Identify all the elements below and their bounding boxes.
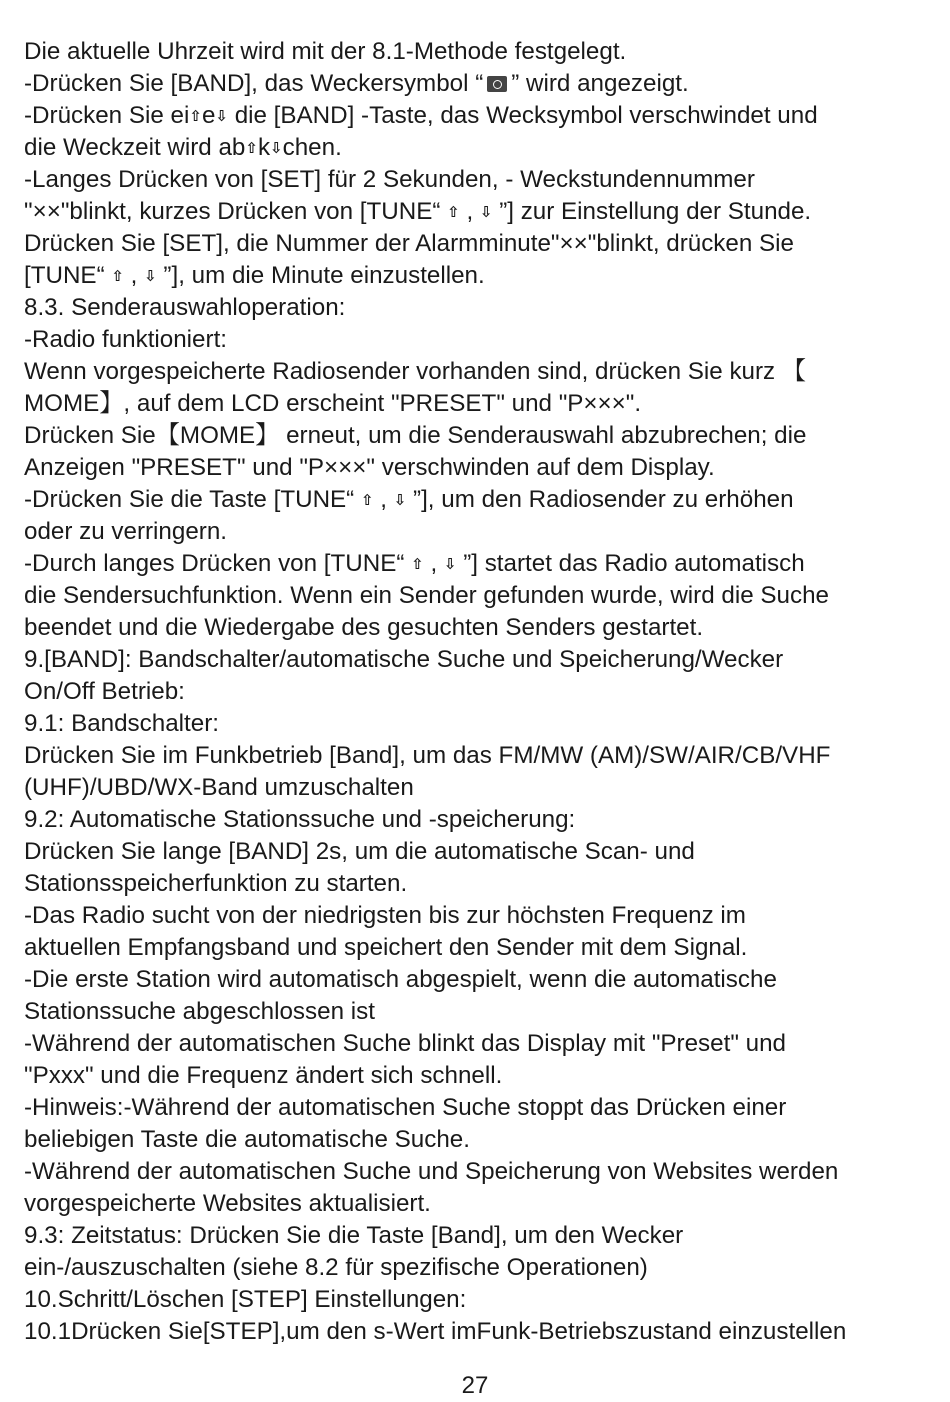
text-line: Stationssuche abgeschlossen ist — [24, 998, 375, 1025]
down-arrow-icon: ⇩ — [393, 491, 407, 509]
text-line: -Langes Drücken von [SET] für 2 Sekunden, - Weckstundennummer — [24, 166, 755, 193]
up-arrow-icon: ⇧ — [111, 267, 124, 285]
text-line: aktuellen Empfangsband und speichert den Sender mit dem Signal. — [24, 934, 748, 961]
text-line: On/Off Betrieb: — [24, 678, 185, 705]
text-line: Die aktuelle Uhrzeit wird mit der 8.1-Methode festgelegt. — [24, 38, 627, 65]
text-line: beendet und die Wiedergabe des gesuchten Senders gestartet. — [24, 614, 704, 641]
text-line: -Durch langes Drücken von [TUNE“ ⇧ , ⇩ ”] startet das Radio automatisch — [24, 550, 805, 577]
text-line: ein-/auszuschalten (siehe 8.2 für spezifische Operationen) — [24, 1254, 648, 1281]
text-line: die Sendersuchfunktion. Wenn ein Sender gefunden wurde, wird die Suche — [24, 582, 829, 609]
section-heading: 10.Schritt/Löschen [STEP] Einstellungen: — [24, 1286, 467, 1313]
text-line: beliebigen Taste die automatische Suche. — [24, 1126, 470, 1153]
down-arrow-icon: ⇩ — [270, 139, 283, 157]
down-arrow-icon: ⇩ — [443, 555, 457, 573]
text-line: -Während der automatischen Suche und Speicherung von Websites werden — [24, 1158, 839, 1185]
up-arrow-icon: ⇧ — [189, 107, 202, 125]
text-line: -Die erste Station wird automatisch abgespielt, wenn die automatische — [24, 966, 777, 993]
up-arrow-icon: ⇧ — [245, 139, 258, 157]
document-body — [24, 36, 939, 1348]
up-arrow-icon: ⇧ — [411, 555, 424, 573]
text-line: -Während der automatischen Suche blinkt das Display mit "Preset" und — [24, 1030, 786, 1057]
text-line: Drücken Sie im Funkbetrieb [Band], um das FM/MW (AM)/SW/AIR/CB/VHF — [24, 742, 831, 769]
down-arrow-icon: ⇩ — [144, 267, 157, 285]
text-line: Drücken Sie【MOME】 erneut, um die Senderauswahl abzubrechen; die — [24, 422, 807, 449]
section-heading: 9.2: Automatische Stationssuche und -speicherung: — [24, 806, 576, 833]
up-arrow-icon: ⇧ — [360, 491, 374, 509]
text-line: oder zu verringern. — [24, 518, 228, 545]
text-line: Drücken Sie lange [BAND] 2s, um die automatische Scan- und — [24, 838, 695, 865]
down-arrow-icon: ⇩ — [215, 107, 228, 125]
text-line: -Das Radio sucht von der niedrigsten bis zur höchsten Frequenz im — [24, 902, 746, 929]
down-arrow-icon: ⇩ — [479, 203, 493, 221]
text-line: Stationsspeicherfunktion zu starten. — [24, 870, 408, 897]
section-heading: 9.[BAND]: Bandschalter/automatische Suche und Speicherung/Wecker — [24, 646, 784, 673]
alarm-clock-icon — [487, 76, 507, 92]
up-arrow-icon: ⇧ — [447, 203, 460, 221]
section-heading: 9.3: Zeitstatus: Drücken Sie die Taste [Band], um den Wecker — [24, 1222, 684, 1249]
text-line: [TUNE“ ⇧ , ⇩ ”], um die Minute einzustellen. — [24, 262, 485, 289]
text-line: -Drücken Sie [BAND], das Weckersymbol “ ” wird angezeigt. — [24, 70, 689, 97]
section-heading: 9.1: Bandschalter: — [24, 710, 219, 737]
page-number: 27 — [461, 1372, 489, 1399]
text-line: "Pxxx" und die Frequenz ändert sich schnell. — [24, 1062, 503, 1089]
text-line: Anzeigen "PRESET" und "P×××" verschwinden auf dem Display. — [24, 454, 715, 481]
text-line: -Drücken Sie ei⇧e⇩ die [BAND] -Taste, das Wecksymbol verschwindet und — [24, 102, 818, 129]
text-line: -Hinweis:-Während der automatischen Suche stoppt das Drücken einer — [24, 1094, 787, 1121]
text-line: vorgespeicherte Websites aktualisiert. — [24, 1190, 431, 1217]
text-line: 10.1Drücken Sie[STEP],um den s-Wert imFunk-Betriebszustand einzustellen — [24, 1318, 847, 1345]
text-line: MOME】, auf dem LCD erscheint "PRESET" und "P×××". — [24, 390, 642, 417]
text-line: -Drücken Sie die Taste [TUNE“ ⇧ , ⇩ ”], um den Radiosender zu erhöhen — [24, 486, 794, 513]
text-line: Wenn vorgespeicherte Radiosender vorhanden sind, drücken Sie kurz 【 — [24, 358, 807, 385]
text-line: Drücken Sie [SET], die Nummer der Alarmminute"××"blinkt, drücken Sie — [24, 230, 794, 257]
text-line: "××"blinkt, kurzes Drücken von [TUNE“ ⇧ , ⇩ ”] zur Einstellung der Stunde. — [24, 198, 812, 225]
text-line: (UHF)/UBD/WX-Band umzuschalten — [24, 774, 414, 801]
text-line: -Radio funktioniert: — [24, 326, 228, 353]
section-heading: 8.3. Senderauswahloperation: — [24, 294, 346, 321]
text-line: die Weckzeit wird ab⇧k⇩chen. — [24, 134, 342, 161]
